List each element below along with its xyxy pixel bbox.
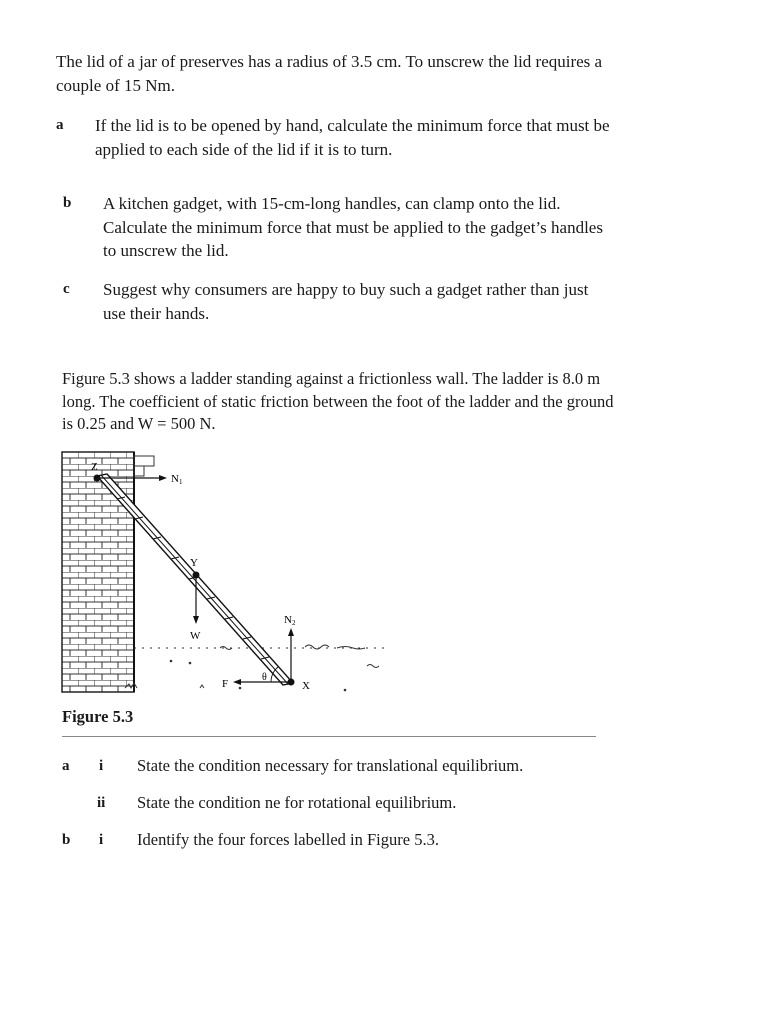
force-n2-arrow (288, 628, 294, 682)
q2-part-a-label: a (62, 758, 70, 774)
divider-rule (62, 736, 596, 737)
q2-part-a-i-text: State the condition necessary for translational equilibrium. (137, 756, 524, 775)
q1-part-b-text: A kitchen gadget, with 15-cm-long handles, can clamp onto the lid. Calculate the minimum force that must be applied to the gadget’s handles to unscrew the lid. (103, 194, 603, 260)
q1-part-c-text: Suggest why consumers are happy to buy such a gadget rather than just use their hands. (103, 280, 589, 323)
label-n2: N2 (284, 614, 296, 627)
label-y: Y (190, 557, 198, 569)
q2-intro: Figure 5.3 shows a ladder standing against a frictionless wall. The ladder is 8.0 m long. The coefficient of static friction between the foot of the ladder and the ground is 0.25 and W = 500 N. (62, 369, 614, 433)
label-theta: θ (262, 672, 267, 683)
q2-part-b-i-roman: i (99, 832, 104, 848)
label-z: Z (91, 461, 98, 473)
label-f: F (222, 678, 229, 690)
label-w: W (190, 630, 201, 642)
q1-part-b-label: b (63, 195, 72, 211)
q2-part-b-i-text: Identify the four forces labelled in Figure 5.3. (137, 830, 439, 849)
ladder-figure (55, 448, 415, 703)
figure-caption: Figure 5.3 (62, 707, 134, 726)
q2-part-a-i-roman: i (99, 758, 104, 774)
q1-part-a-label: a (56, 117, 64, 133)
label-x: X (302, 680, 310, 692)
q1-part-c-label: c (63, 281, 70, 297)
q2-part-a-ii-text: State the condition ne for rotational equilibrium. (137, 793, 457, 812)
q1-intro: The lid of a jar of preserves has a radius of 3.5 cm. To unscrew the lid requires a couple of 15 Nm. (56, 52, 603, 95)
q2-part-a-ii-roman: ii (97, 795, 106, 811)
q1-part-a-text: If the lid is to be opened by hand, calculate the minimum force that must be applied to each side of the lid if it is to turn. (95, 116, 610, 159)
q2-part-b-label: b (62, 832, 71, 848)
label-n1: N1 (171, 473, 183, 486)
